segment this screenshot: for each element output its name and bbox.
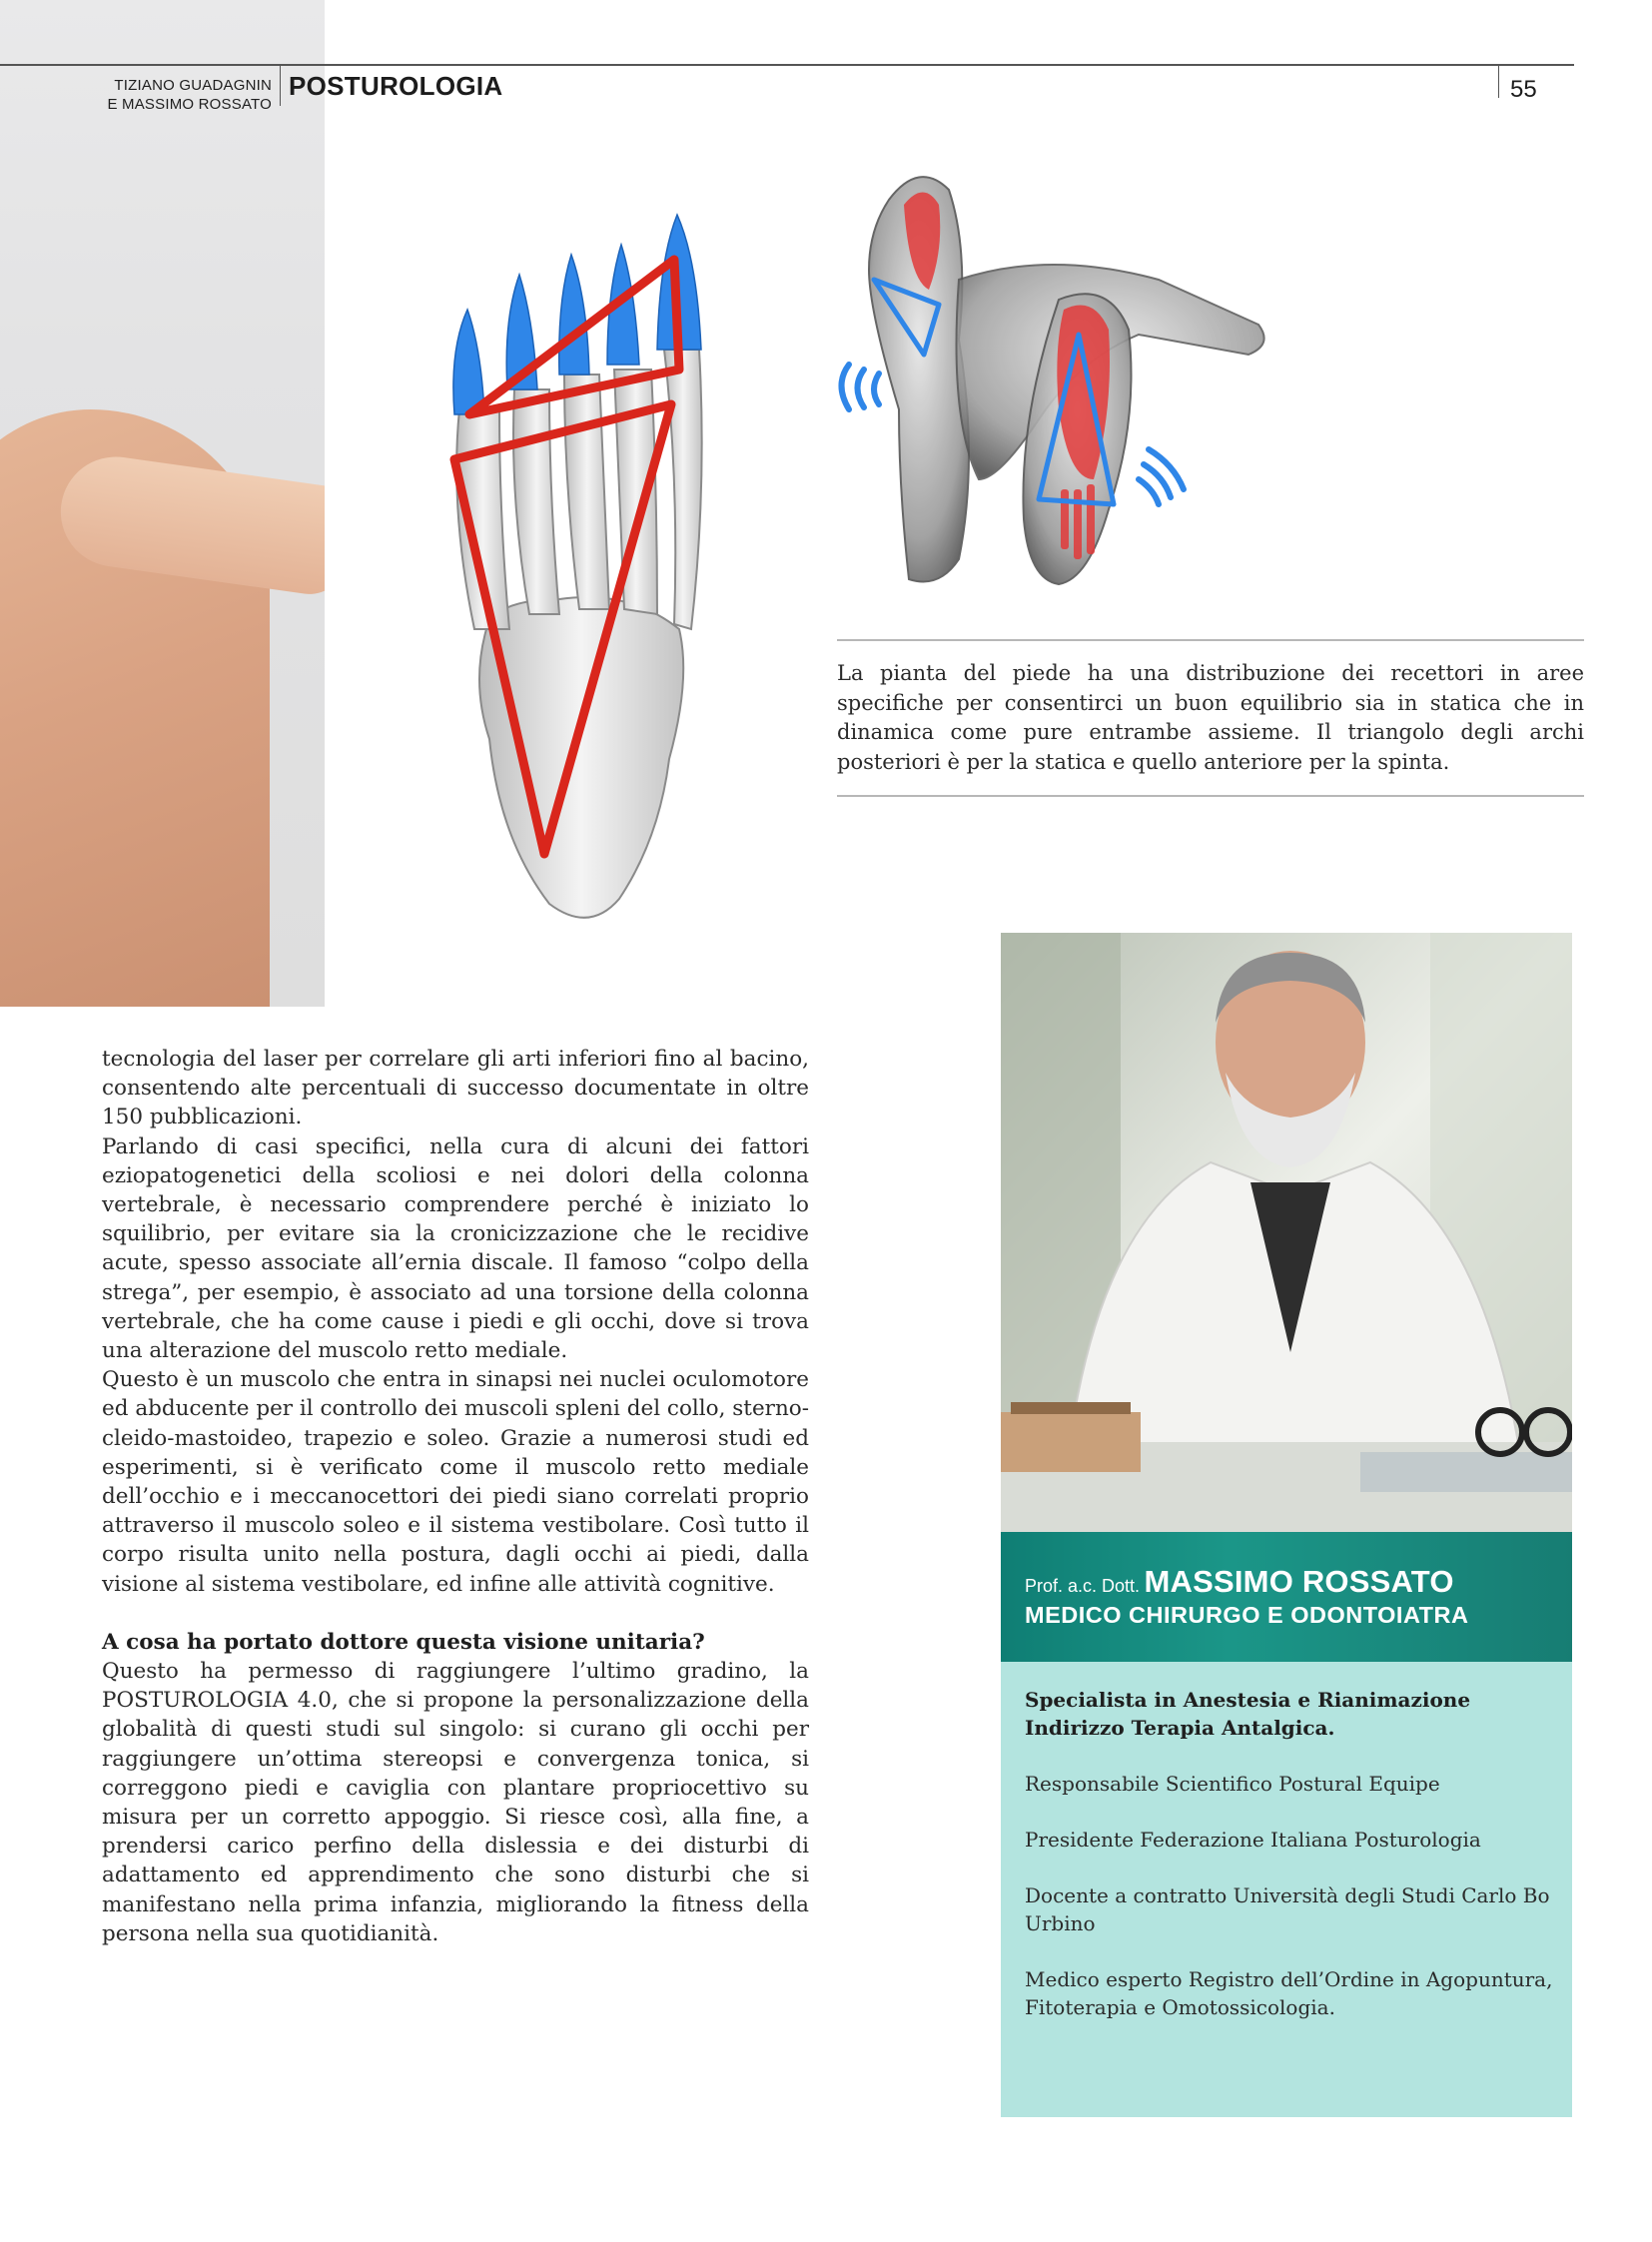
credential-item: Presidente Federazione Italiana Posturologia [1025, 1828, 1481, 1852]
paragraph: Questo è un muscolo che entra in sinapsi nei nuclei oculomotore ed abducente per il controllo dei muscoli spleni del collo, sterno-cleido-mastoideo, trapezio e soleo. Grazie a numerosi studi ed esperimenti, si è verificato come il muscolo retto mediale dell’occhio e i meccanocettori dei piedi siano correlati proprio attraverso il muscolo soleo e il sistema vestibolare. Così tutto il corpo risulta unito nella postura, dagli occhi ai piedi, dalla visione al sistema vestibolare, ed infine alle attività cognitive. [102, 1367, 809, 1597]
credential-item: Medico esperto Registro dell’Ordine in Agopuntura, Fitoterapia e Omotossicologia. [1025, 1967, 1553, 2019]
author-line-1: TIZIANO GUADAGNIN [114, 77, 272, 94]
legs-illustration [829, 160, 1288, 599]
profile-title-prefix: Prof. a.c. Dott. [1025, 1576, 1141, 1596]
profile-role: MEDICO CHIRURGO E ODONTOIATRA [1025, 1602, 1469, 1628]
credential-item: Specialista in Anestesia e Rianimazione Indirizzo Terapia Antalgica. [1025, 1688, 1471, 1740]
credentials-list [1025, 1686, 1554, 2049]
side-photo [0, 0, 325, 1007]
interview-question: A cosa ha portato dottore questa visione unitaria? [102, 1629, 705, 1655]
paragraph: Parlando di casi specifici, nella cura di alcuni dei fattori eziopatogenetici della scoliosi e nei dolori della colonna vertebrale, è necessario comprendere perché è iniziato lo squilibrio, per evitare sia la cronicizzazione che le recidive acute, spesso associate all’ernia discale. Il famoso “colpo della strega”, per esempio, è associato ad una torsione della colonna vertebrale, che ha come cause i piedi e gli occhi, dove si trova una alterazione del muscolo retto mediale. [102, 1133, 809, 1364]
page-number-separator [1498, 66, 1499, 98]
credential-item: Docente a contratto Università degli Studi Carlo Bo Urbino [1025, 1883, 1550, 1935]
caption-rule-top [837, 639, 1584, 641]
section-title: POSTUROLOGIA [289, 71, 503, 101]
credential-item: Responsabile Scientifico Postural Equipe [1025, 1772, 1440, 1796]
page-number: 55 [1510, 76, 1537, 103]
paragraph: tecnologia del laser per correlare gli arti inferiori fino al bacino, consentendo alte percentuali di successo documentate in oltre 150 pubblicazioni. [102, 1047, 809, 1130]
signal-waves-left [842, 365, 880, 409]
foot-diagram [429, 160, 719, 919]
header-rule [0, 64, 1574, 66]
figure-caption: La pianta del piede ha una distribuzione dei recettori in aree specifiche per consentirci un buon equilibrio sia in statica che in dinamica come pure entrambe assieme. Il triangolo degli archi posteriori è per la statica e quello anteriore per la spinta. [837, 661, 1584, 774]
caption-rule-bottom [837, 795, 1584, 797]
profile-name: MASSIMO ROSSATO [1144, 1564, 1454, 1599]
profile-banner-text [1025, 1564, 1468, 1629]
authors [100, 76, 272, 114]
paragraph: Questo ha permesso di raggiungere l’ultimo gradino, la POSTUROLOGIA 4.0, che si propone la personalizzazione della globalità di questi studi sul singolo: si curano gli occhi per raggiungere un’ottima stereopsi e convergenza tonica, si correggono piedi e caviglia con plantare propriocettivo su misura per un corretto appoggio. Si riesce così, alla fine, a prendersi carico perfino della dislessia e dei disturbi di adattamento ed apprendimento che sono disturbi che si manifestano nella prima infanzia, migliorando la fitness della persona nella sua quotidianità. [102, 1659, 809, 1946]
profile-photo [1001, 933, 1572, 1532]
article-body [102, 1045, 809, 1948]
author-line-2: E MASSIMO ROSSATO [107, 96, 272, 113]
header-separator [280, 66, 281, 106]
signal-waves-right [1139, 449, 1184, 504]
